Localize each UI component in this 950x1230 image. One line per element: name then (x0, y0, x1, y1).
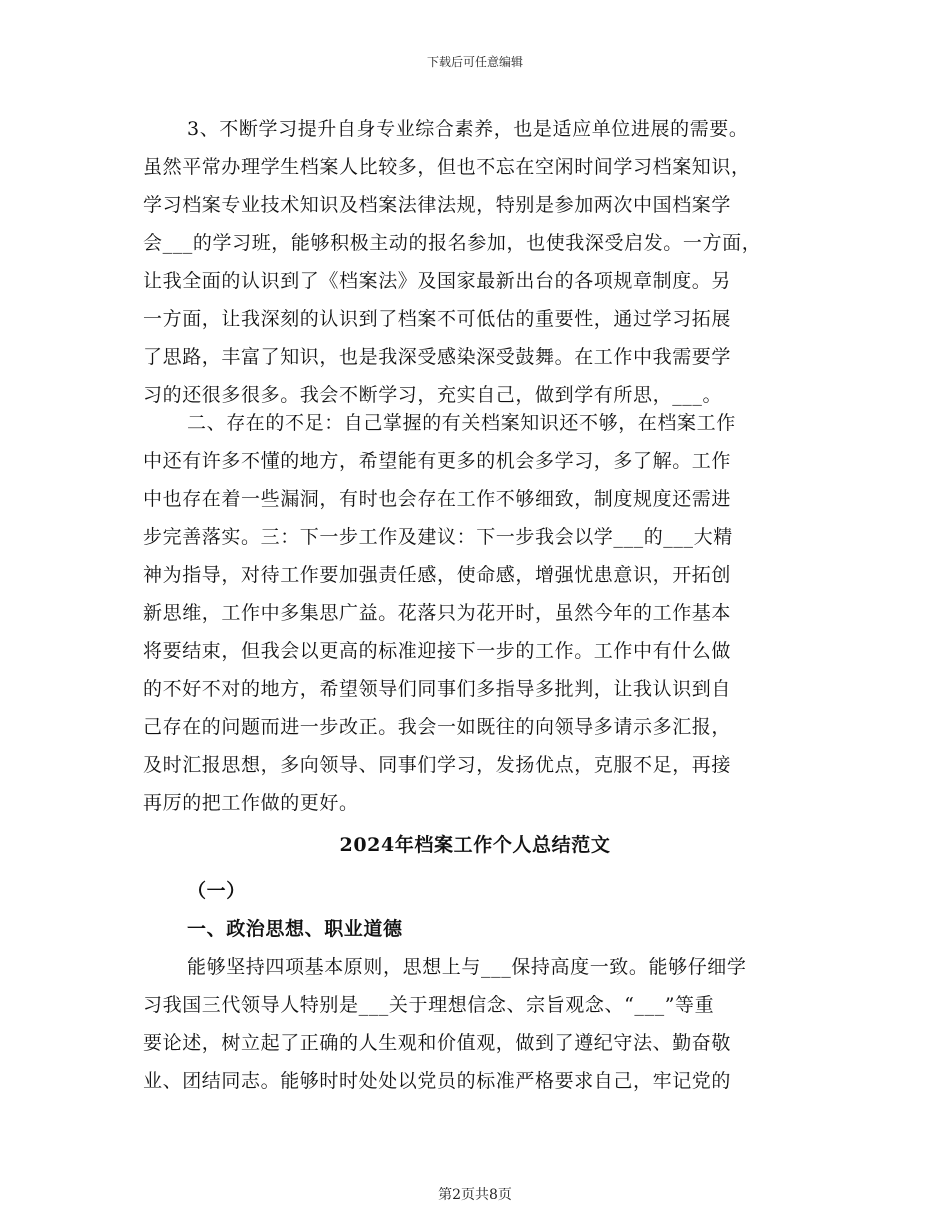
paragraph-line: 一方面，让我深刻的认识到了档案不可低估的重要性，通过学习拓展 (143, 308, 732, 330)
paragraph-line: 虽然平常办理学生档案人比较多，但也不忘在空闲时间学习档案知识， (143, 156, 751, 178)
paragraph-line: 的不好不对的地方，希望领导们同事们多指导多批判，让我认识到自 (143, 678, 732, 700)
paragraph-line: 会___的学习班，能够积极主动的报名参加，也使我深受启发。一方面， (143, 232, 762, 254)
paragraph-line: 及时汇报思想，多向领导、同事们学习，发扬优点，克服不足，再接 (143, 754, 732, 776)
paragraph-line: 神为指导，对待工作要加强责任感，使命感，增强忧患意识，开拓创 (143, 564, 732, 586)
section-heading: 一、政治思想、职业道德 (187, 918, 403, 940)
paragraph-line: 新思维，工作中多集思广益。花落只为花开时，虽然今年的工作基本 (143, 602, 732, 624)
paragraph-line: 二、存在的不足：自己掌握的有关档案知识还不够，在档案工作 (187, 412, 736, 434)
paragraph-line: 让我全面的认识到了《档案法》及国家最新出台的各项规章制度。另 (143, 270, 732, 292)
paragraph-line: 中还有许多不懂的地方，希望能有更多的机会多学习，多了解。工作 (143, 450, 732, 472)
paragraph-line: 3、不断学习提升自身专业综合素养，也是适应单位进展的需要。 (187, 118, 749, 140)
paragraph-line: 习的还很多很多。我会不断学习，充实自己，做到学有所思，___。 (143, 384, 723, 406)
paragraph-line: 要论述，树立起了正确的人生观和价值观，做到了遵纪守法、勤奋敬 (143, 1032, 732, 1054)
document-title: 2024年档案工作个人总结范文 (339, 834, 611, 856)
paragraph-line: 步完善落实。三：下一步工作及建议：下一步我会以学___的___大精 (143, 526, 733, 548)
page-footer: 第2页共8页 (438, 1187, 512, 1203)
paragraph-line: 中也存在着一些漏洞，有时也会存在工作不够细致，制度规度还需进 (143, 488, 732, 510)
paragraph-line: 将要结束，但我会以更高的标准迎接下一步的工作。工作中有什么做 (143, 640, 732, 662)
paragraph-line: 学习档案专业技术知识及档案法律法规，特别是参加两次中国档案学 (143, 194, 732, 216)
paragraph-line: 了思路，丰富了知识，也是我深受感染深受鼓舞。在工作中我需要学 (143, 346, 732, 368)
section-number: （一） (187, 880, 246, 902)
paragraph-line: 再厉的把工作做的更好。 (143, 792, 359, 814)
paragraph-line: 习我国三代领导人特别是___关于理想信念、宗旨观念、“___”等重 (143, 994, 715, 1016)
paragraph-line: 己存在的问题而进一步改正。我会一如既往的向领导多请示多汇报， (143, 716, 732, 738)
paragraph-line: 能够坚持四项基本原则，思想上与___保持高度一致。能够仔细学 (187, 956, 747, 978)
page-header: 下载后可任意编辑 (426, 55, 523, 69)
paragraph-line: 业、团结同志。能够时时处处以党员的标准严格要求自己，牢记党的 (143, 1070, 732, 1092)
